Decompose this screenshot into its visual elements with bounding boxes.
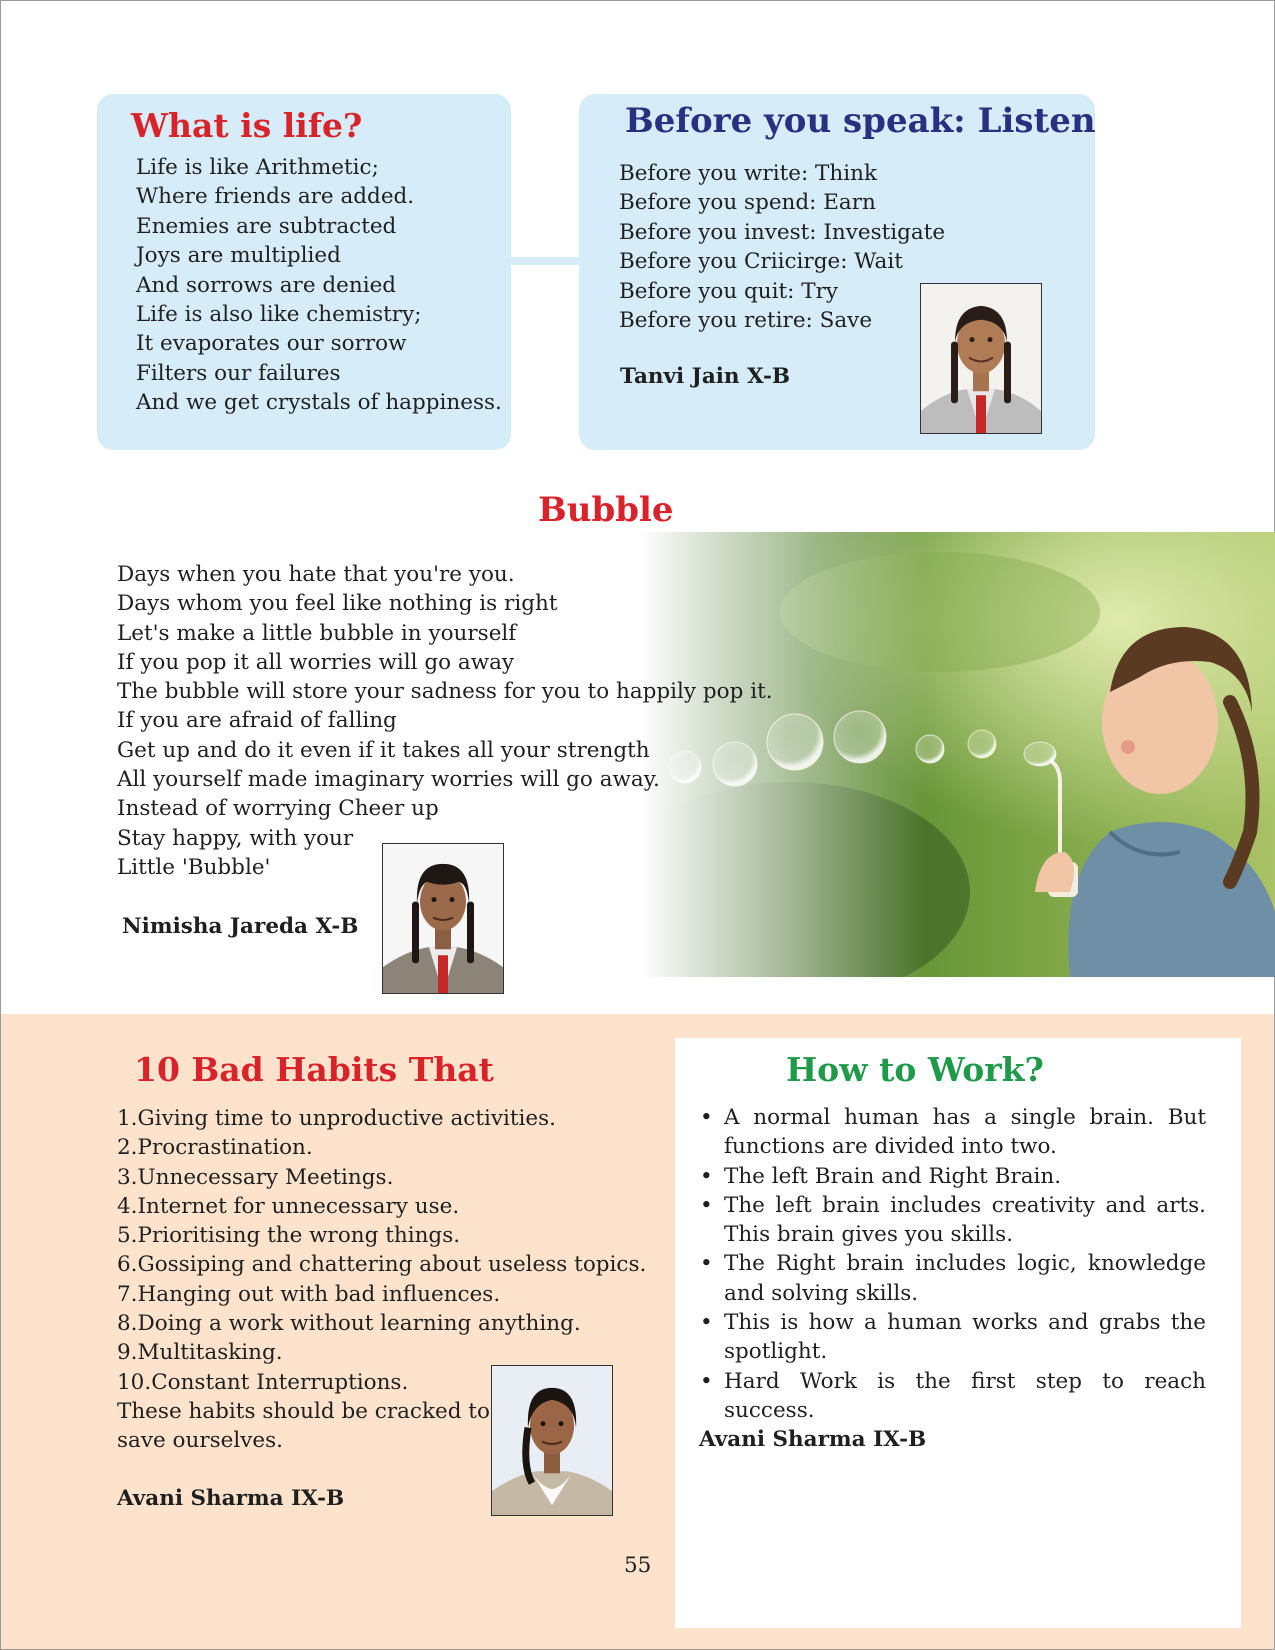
advice-line: Before you quit: Try <box>619 278 838 304</box>
poem-line: Get up and do it even if it takes all your strength <box>117 737 650 763</box>
poem-line: Where friends are added. <box>136 184 415 210</box>
poem-line: The bubble will store your sadness for you to happily pop it. <box>117 679 773 705</box>
list-item: 6.Gossiping and chattering about useless topics. <box>117 1252 647 1278</box>
list-item: • The left brain includes creativity and arts. This brain gives you skills. <box>700 1191 1206 1250</box>
advice-line: Before you Criicirge: Wait <box>619 249 903 275</box>
poem-line: And sorrows are denied <box>136 272 397 298</box>
list-item: 4.Internet for unnecessary use. <box>117 1193 460 1219</box>
nimisha-author-credit: Nimisha Jareda X-B <box>122 914 359 939</box>
list-item: 3.Unnecessary Meetings. <box>117 1164 394 1190</box>
before-you-speak-lines <box>619 159 945 335</box>
poem-line: If you pop it all worries will go away <box>117 649 515 675</box>
avani-author-credit-2: Avani Sharma IX-B <box>699 1427 927 1452</box>
bubble-poem <box>117 560 773 882</box>
what-is-life-title: What is life? <box>131 106 363 145</box>
before-you-speak-title: Before you speak: Listen <box>625 101 1096 141</box>
poem-line: Filters our failures <box>136 360 341 386</box>
list-item: 7.Hanging out with bad influences. <box>117 1281 501 1307</box>
advice-line: Before you invest: Investigate <box>619 219 946 245</box>
poem-line: Stay happy, with your <box>117 825 354 851</box>
advice-line: Before you retire: Save <box>619 308 873 334</box>
list-item: 9.Multitasking. <box>117 1340 283 1366</box>
tanvi-author-credit: Tanvi Jain X-B <box>620 364 791 389</box>
poem-line: Life is also like chemistry; <box>136 302 422 328</box>
list-item: 2.Procrastination. <box>117 1135 313 1161</box>
list-item: 10.Constant Interruptions. <box>117 1369 409 1395</box>
list-item: • A normal human has a single brain. But functions are divided into two. <box>700 1103 1206 1162</box>
poem-line: All yourself made imaginary worries will go away. <box>117 767 660 793</box>
nimisha-portrait-photo <box>382 843 504 994</box>
tanvi-portrait-photo <box>920 283 1042 434</box>
box-connector <box>509 257 581 265</box>
bubble-title: Bubble <box>538 490 674 530</box>
avani-portrait-photo <box>491 1365 613 1516</box>
list-item: • The left Brain and Right Brain. <box>700 1162 1206 1191</box>
avani-author-credit: Avani Sharma IX-B <box>117 1486 345 1511</box>
list-item: 5.Prioritising the wrong things. <box>117 1223 461 1249</box>
list-item: • The Right brain includes logic, knowledge and solving skills. <box>700 1249 1206 1308</box>
poem-line: Days whom you feel like nothing is right <box>117 591 558 617</box>
page-number: 55 <box>624 1553 652 1578</box>
list-item: 1.Giving time to unproductive activities. <box>117 1106 556 1131</box>
poem-line: If you are afraid of falling <box>117 708 397 734</box>
advice-line: Before you spend: Earn <box>619 190 876 216</box>
poem-line: Let's make a little bubble in yourself <box>117 620 517 646</box>
poem-line: And we get crystals of happiness. <box>136 390 502 416</box>
advice-line: Before you write: Think <box>619 161 877 186</box>
poem-line: Instead of worrying Cheer up <box>117 796 439 822</box>
bad-habits-title: 10 Bad Habits That <box>134 1050 494 1089</box>
list-item: save ourselves. <box>117 1428 283 1454</box>
list-item: • This is how a human works and grabs the spotlight. <box>700 1308 1206 1367</box>
list-item: 8.Doing a work without learning anything. <box>117 1311 581 1337</box>
list-item: These habits should be cracked to <box>117 1398 490 1424</box>
poem-line: Joys are multiplied <box>136 243 341 269</box>
poem-line: Enemies are subtracted <box>136 213 397 239</box>
what-is-life-poem <box>136 153 502 418</box>
how-to-work-title: How to Work? <box>786 1050 1044 1089</box>
poem-line: It evaporates our sorrow <box>136 331 407 357</box>
poem-line: Life is like Arithmetic; <box>136 155 379 180</box>
poem-line: Little 'Bubble' <box>117 854 271 880</box>
poem-line: Days when you hate that you're you. <box>117 562 515 587</box>
list-item: • Hard Work is the first step to reach success. <box>700 1367 1206 1426</box>
how-to-work-list <box>700 1103 1206 1425</box>
